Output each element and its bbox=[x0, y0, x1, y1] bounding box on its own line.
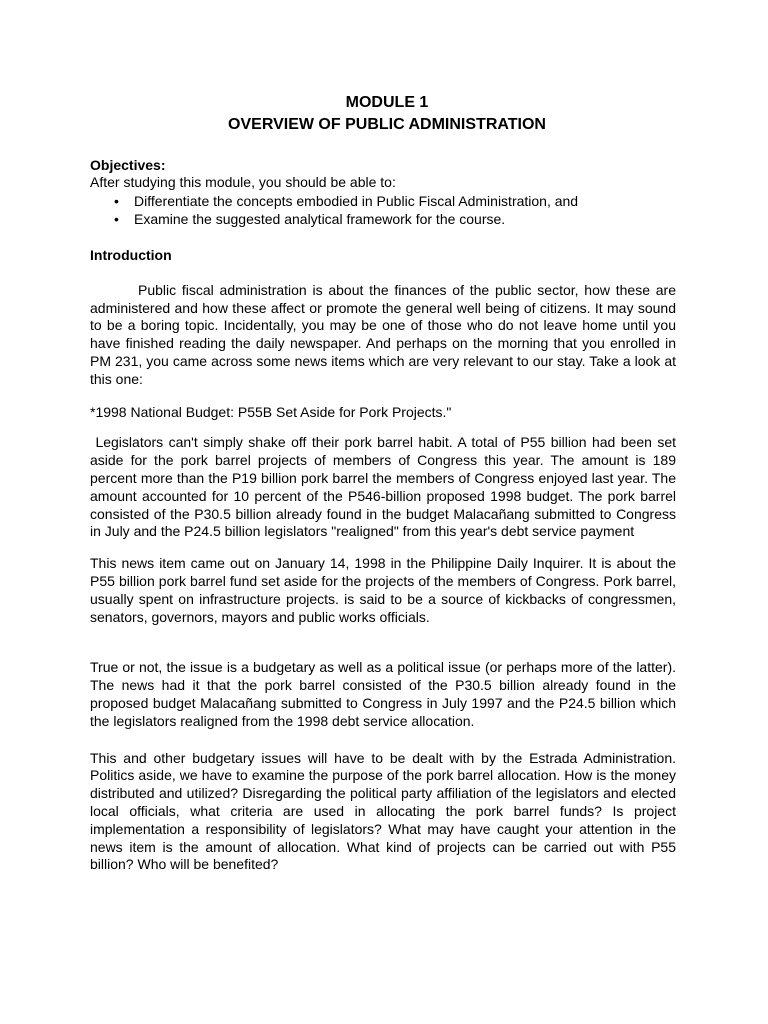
module-header bbox=[98, 92, 676, 136]
module-number: MODULE 1 bbox=[345, 94, 429, 111]
list-item bbox=[114, 192, 676, 210]
bullet-icon: • bbox=[114, 192, 119, 209]
news-headline: *1998 National Budget: P55B Set Aside for Pork Projects." bbox=[90, 403, 452, 420]
introduction-paragraph-3: True or not, the issue is a budgetary as well as a political issue (or perhaps more of the latter). The news had it that the pork barrel consisted of the P30.5 billion already found in the proposed budget Malacañang submitted to Congress in July 1997 and the P24.5 billion which the legislators realigned from the 1998 debt service allocation. bbox=[90, 659, 676, 729]
objectives-lead: After studying this module, you should be able to: bbox=[90, 174, 396, 190]
list-item bbox=[114, 210, 676, 228]
introduction-label: Introduction bbox=[90, 246, 172, 263]
module-title: OVERVIEW OF PUBLIC ADMINISTRATION bbox=[228, 116, 546, 133]
objectives-section bbox=[90, 156, 676, 228]
objective-text: Examine the suggested analytical framework for the course. bbox=[134, 210, 506, 227]
bullet-icon: • bbox=[114, 210, 119, 227]
introduction-paragraph-1: Public fiscal administration is about the finances of the public sector, how these are administered and how these affect or promote the general well being of citizens. It may sound to be a boring topic. Incidentally, you may be one of those who do not leave home until you have finished reading the daily newspaper. And perhaps on the morning that you enrolled in PM 231, you came across some news items which are very relevant to our stay. Take a look at this one: bbox=[90, 281, 676, 387]
objective-text: Differentiate the concepts embodied in Public Fiscal Administration, and bbox=[134, 192, 579, 209]
news-body: Legislators can't simply shake off their pork barrel habit. A total of P55 billion had been set aside for the pork barrel projects of members of Congress this year. The amount is 189 percent more than the P19 billion pork barrel the members of Congress enjoyed last year. The amount accounted for 10 percent of the P546-billion proposed 1998 budget. The pork barrel consisted of the P30.5 billion already found in the budget Malacañang submitted to Congress in July and the P24.5 billion legislators "realigned" from this year's debt service payment bbox=[90, 434, 680, 540]
objectives-list bbox=[90, 192, 676, 228]
objectives-label: Objectives: bbox=[90, 157, 166, 173]
introduction-paragraph-4: This and other budgetary issues will have to be dealt with by the Estrada Administration. Politics aside, we have to examine the purpose of the pork barrel allocation. How is the money distributed and utilized? Disregarding the political party affiliation of the legislators and elected local officials, what criteria are used in allocating the pork barrel funds? Is project implementation a responsibility of legislators? What may have caught your attention in the news item is the amount of allocation. What kind of projects can be carried out with P55 billion? Who will be benefited? bbox=[90, 749, 676, 873]
introduction-paragraph-2: This news item came out on January 14, 1998 in the Philippine Daily Inquirer. It is about the P55 billion pork barrel fund set aside for the projects of the members of Congress. Pork barrel, usually spent on infrastructure projects. is said to be a source of kickbacks of congressmen, senators, governors, mayors and public works officials. bbox=[90, 555, 676, 625]
